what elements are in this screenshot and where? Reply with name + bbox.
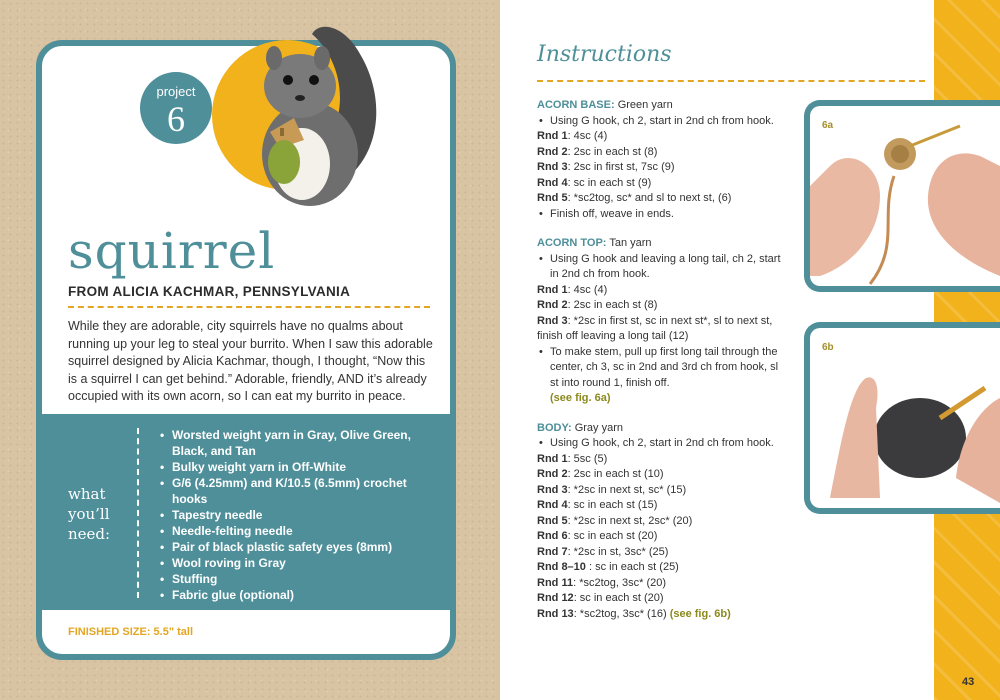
material-item: • Tapestry needle (160, 507, 440, 523)
round-number: Rnd 3 (537, 483, 568, 496)
section-yarn: Gray yarn (574, 421, 623, 434)
step-bullet: • Using G hook, ch 2, start in 2nd ch from hook. (537, 114, 787, 130)
round-line (537, 529, 787, 545)
round-text: : sc in each st (25) (585, 561, 679, 573)
figure-6b (804, 322, 1000, 514)
designer-byline: FROM ALICIA KACHMAR, PENNSYLVANIA (68, 284, 351, 299)
round-text: : 4sc (4) (567, 130, 608, 142)
material-item: • Fabric glue (optional) (160, 587, 440, 603)
round-number: Rnd 1 (537, 452, 568, 465)
round-text: : *sc2tog, 3sc* (16) (573, 607, 670, 620)
round-number: Rnd 11 (537, 576, 574, 589)
figure-6a (804, 100, 1000, 292)
round-text: : *2sc in next st, sc* (15) (567, 483, 687, 496)
round-line (537, 145, 787, 161)
round-number: Rnd 5 (537, 192, 568, 204)
spacer (537, 222, 787, 236)
page-number: 43 (962, 676, 975, 688)
divider (68, 306, 430, 308)
section-yarn: Green yarn (617, 99, 673, 111)
round-line (537, 160, 787, 176)
round-line (537, 607, 787, 623)
round-text: : 2sc in first st, 7sc (9) (567, 161, 675, 173)
round-text: : 4sc (4) (567, 283, 608, 296)
round-number: Rnd 13 (537, 607, 574, 620)
round-line (537, 452, 787, 468)
round-number: Rnd 4 (537, 176, 568, 189)
step-bullet (537, 345, 787, 407)
figure-reference: (see fig. 6b) (669, 607, 731, 620)
hands-crochet-photo-b (810, 328, 1000, 508)
round-line (537, 576, 787, 592)
round-text: : *sc2tog, 3sc* (20) (573, 576, 667, 589)
project-label: project (156, 84, 196, 99)
round-text: : *sc2tog, sc* and sl to next st, (6) (567, 192, 732, 204)
project-badge (140, 72, 212, 144)
instructions-title: Instructions (537, 42, 672, 67)
hands-crochet-photo-a (810, 106, 1000, 286)
round-number: Rnd 8–10 (537, 561, 586, 573)
figure-reference: (see fig. 6a) (550, 392, 611, 404)
round-number: Rnd 7 (537, 545, 568, 558)
round-number: Rnd 4 (537, 499, 568, 511)
material-item: • Pair of black plastic safety eyes (8mm) (160, 539, 440, 555)
project-title: squirrel (68, 222, 276, 280)
round-line (537, 545, 787, 561)
stem-text: To make stem, pull up first long tail through the center, ch 3, sc in 2nd and 3rd ch from hook, sl st into round 1, finish off. (550, 345, 779, 389)
step-bullet: • Using G hook and leaving a long tail, ch 2, start in 2nd ch from hook. (537, 252, 787, 283)
material-item: • Stuffing (160, 571, 440, 587)
round-number: Rnd 6 (537, 530, 568, 542)
round-line (537, 483, 787, 499)
round-line (537, 498, 787, 514)
section-heading: ACORN BASE: (537, 99, 615, 111)
material-item: • Wool roving in Gray (160, 555, 440, 571)
material-item: • Bulky weight yarn in Off-White (160, 459, 440, 475)
section-heading: BODY: (537, 421, 572, 434)
body-heading (537, 421, 787, 437)
round-line (537, 467, 787, 483)
instructions-column (537, 98, 787, 622)
round-text: : sc in each st (15) (567, 499, 658, 511)
material-item: • G/6 (4.25mm) and K/10.5 (6.5mm) crochet hooks (160, 475, 440, 507)
round-text: : *2sc in first st, sc in next st*, sl to next st, finish off leaving a long tail (12) (537, 314, 773, 342)
round-line (537, 298, 787, 314)
section-yarn: Tan yarn (609, 237, 652, 249)
step-bullet: • Using G hook, ch 2, start in 2nd ch from hook. (537, 436, 787, 452)
material-item: • Worsted weight yarn in Gray, Olive Green, Black, and Tan (160, 427, 440, 459)
round-text: : sc in each st (20) (573, 592, 664, 604)
round-text: : 2sc in each st (8) (567, 299, 658, 311)
round-text: : *2sc in next st, 2sc* (20) (567, 514, 693, 527)
round-text: : 2sc in each st (10) (567, 468, 664, 480)
round-line (537, 283, 787, 299)
round-number: Rnd 5 (537, 514, 568, 527)
acorn-base-heading (537, 98, 787, 114)
materials-list (160, 427, 440, 603)
round-number: Rnd 2 (537, 468, 568, 480)
round-text: : *2sc in st, 3sc* (25) (567, 545, 669, 558)
round-line (537, 560, 787, 576)
materials-divider (137, 428, 139, 598)
round-line (537, 191, 787, 207)
round-number: Rnd 2 (537, 145, 568, 158)
material-item: • Needle-felting needle (160, 523, 440, 539)
spacer (537, 407, 787, 421)
instructions-divider (537, 80, 925, 82)
section-heading: ACORN TOP: (537, 237, 607, 249)
round-line (537, 176, 787, 192)
round-number: Rnd 12 (537, 592, 574, 604)
round-line (537, 591, 787, 607)
round-number: Rnd 3 (537, 161, 568, 173)
round-number: Rnd 2 (537, 299, 568, 311)
round-text: : sc in each st (9) (567, 176, 652, 189)
round-line (537, 129, 787, 145)
acorn-top-heading (537, 236, 787, 252)
round-number: Rnd 1 (537, 283, 568, 296)
project-number: 6 (167, 99, 185, 139)
figure-label: 6a (822, 120, 834, 131)
step-bullet: • Finish off, weave in ends. (537, 207, 787, 223)
round-line (537, 514, 787, 530)
round-number: Rnd 3 (537, 314, 568, 327)
round-text: : sc in each st (20) (567, 530, 658, 542)
figure-label: 6b (822, 342, 834, 353)
round-text: : 2sc in each st (8) (567, 145, 658, 158)
finished-size: FINISHED SIZE: 5.5" tall (68, 626, 194, 638)
materials-title: what you’ll need: (68, 485, 111, 543)
intro-paragraph: While they are adorable, city squirrels have no qualms about running up your leg to steal your burrito. When I saw this adorable squirrel designed by Alicia Kachmar, though, I thought, “Now this is a squirrel I can get behind.” Adorable, friendly, AND it’s already occupied with its own acorn, so I can eat my burrito in peace. (68, 319, 433, 403)
squirrel-photo (240, 14, 390, 214)
round-text: : 5sc (5) (567, 452, 608, 465)
round-line (537, 314, 787, 345)
round-number: Rnd 1 (537, 130, 568, 142)
